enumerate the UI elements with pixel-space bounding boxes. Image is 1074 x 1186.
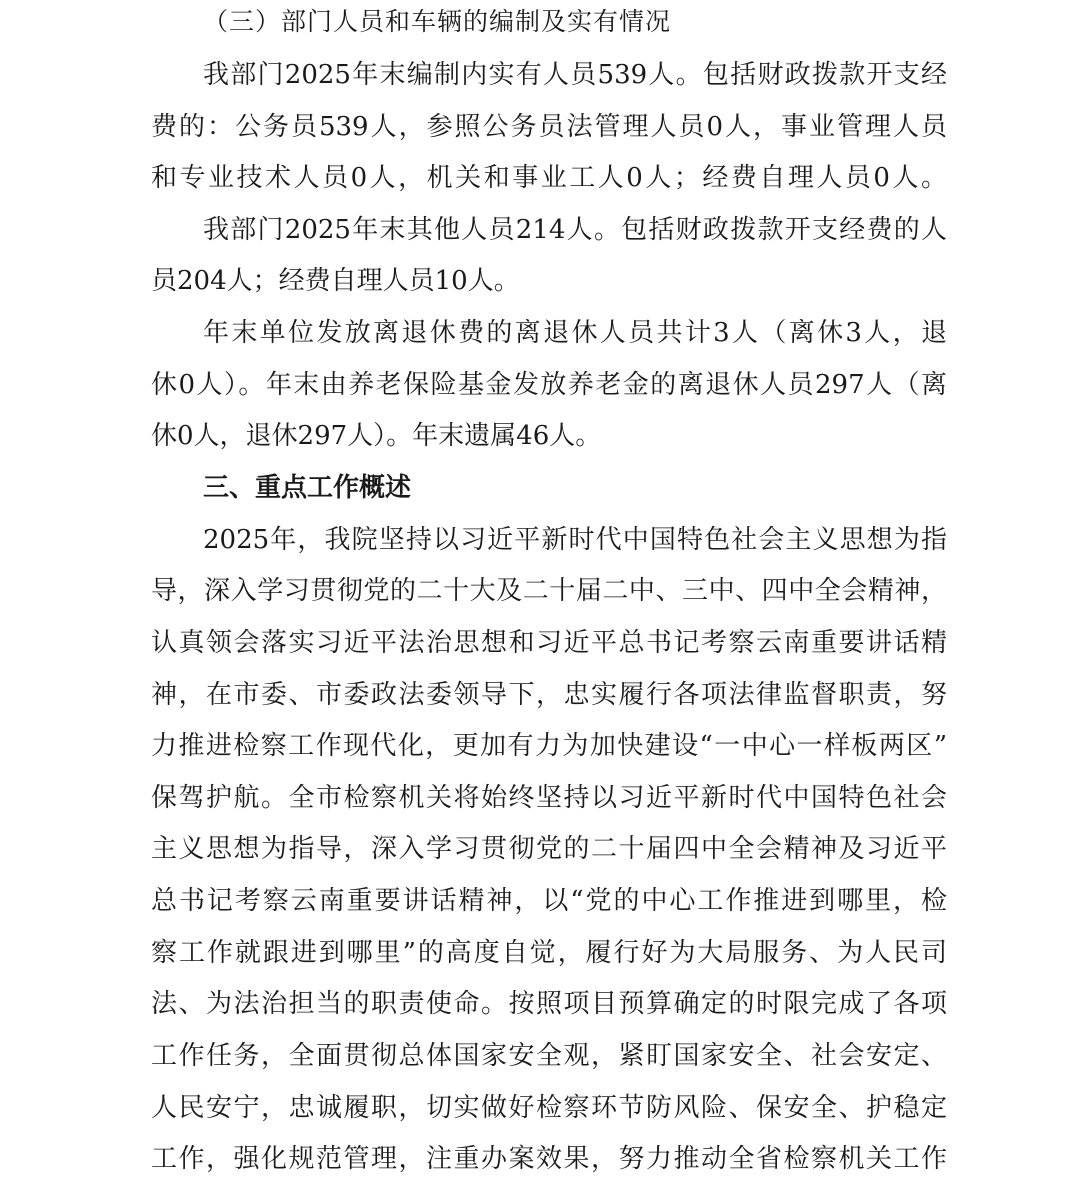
- paragraph-line: 休0人，退休297人）。年末遗属46人。: [151, 421, 602, 451]
- paragraph-line: 认真领会落实习近平法治思想和习近平总书记考察云南重要讲话精: [151, 628, 947, 658]
- paragraph-line: 员204人；经费自理人员10人。: [151, 266, 520, 296]
- paragraph-line: 主义思想为指导，深入学习贯彻党的二十届四中全会精神及习近平: [151, 834, 947, 864]
- paragraph-line: 神，在市委、市委政法委领导下，忠实履行各项法律监督职责，努: [151, 680, 947, 710]
- paragraph-line: 法、为法治担当的职责使命。按照项目预算确定的时限完成了各项: [151, 989, 947, 1019]
- paragraph-line: 休0人）。年末由养老保险基金发放养老金的离退休人员297人（离: [151, 370, 947, 400]
- paragraph-line: 我部门2025年末其他人员214人。包括财政拨款开支经费的人: [203, 215, 947, 245]
- section-subheading: （三）部门人员和车辆的编制及实有情况: [203, 7, 672, 36]
- paragraph-line: 导，深入学习贯彻党的二十大及二十届二中、三中、四中全会精神，: [151, 576, 947, 606]
- paragraph-line: 察工作就跟进到哪里”的高度自觉，履行好为大局服务、为人民司: [151, 938, 947, 968]
- paragraph-line: 和专业技术人员0人，机关和事业工人0人；经费自理人员0人。: [151, 163, 947, 193]
- paragraph-line: 工作任务，全面贯彻总体国家安全观，紧盯国家安全、社会安定、: [151, 1041, 947, 1071]
- paragraph-line: 总书记考察云南重要讲话精神，以“党的中心工作推进到哪里，检: [151, 886, 947, 916]
- paragraph-line: 我部门2025年末编制内实有人员539人。包括财政拨款开支经: [203, 60, 947, 90]
- section-heading: 三、重点工作概述: [203, 473, 412, 503]
- paragraph-line: 保驾护航。全市检察机关将始终坚持以习近平新时代中国特色社会: [151, 783, 947, 813]
- paragraph-line: 2025年，我院坚持以习近平新时代中国特色社会主义思想为指: [203, 525, 947, 555]
- paragraph-line: 工作，强化规范管理，注重办案效果，努力推动全省检察机关工作: [151, 1144, 947, 1174]
- paragraph-line: 人民安宁，忠诚履职，切实做好检察环节防风险、保安全、护稳定: [151, 1093, 947, 1123]
- paragraph-line: 力推进检察工作现代化，更加有力为加快建设“一中心一样板两区”: [151, 731, 947, 761]
- paragraph-line: 年末单位发放离退休费的离退休人员共计3人（离休3人，退: [203, 318, 947, 348]
- paragraph-line: 费的：公务员539人，参照公务员法管理人员0人，事业管理人员: [151, 112, 947, 142]
